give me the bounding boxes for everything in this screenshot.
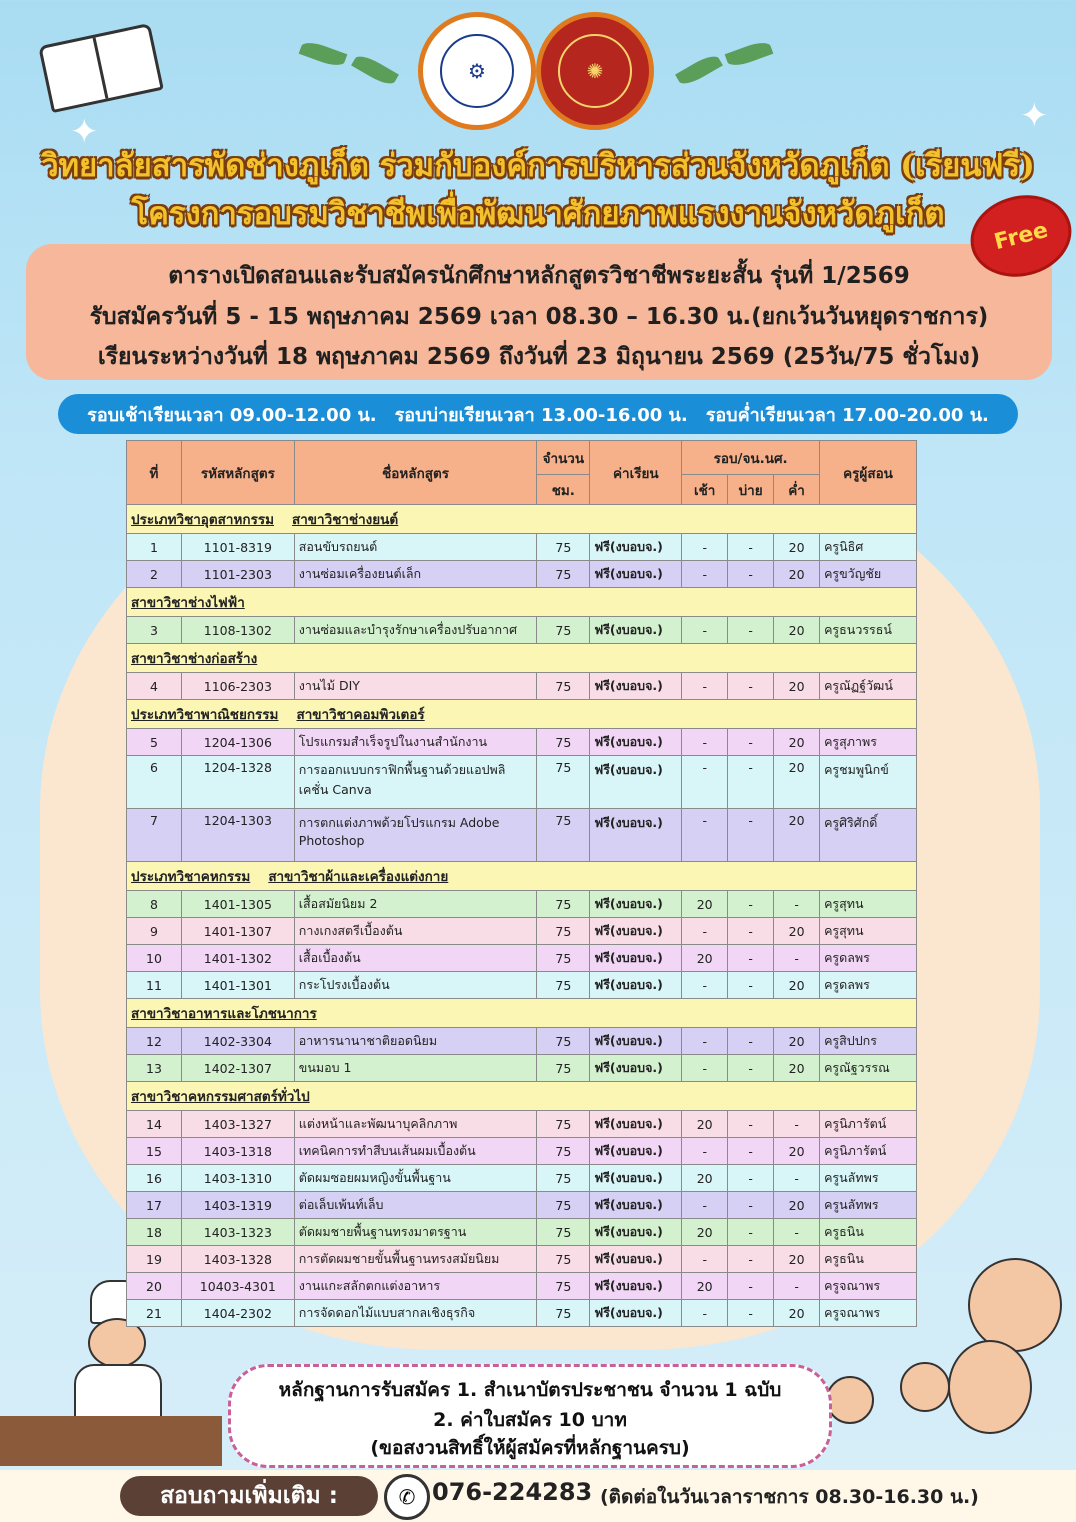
cell-afternoon: - xyxy=(728,534,774,561)
table-row xyxy=(127,1192,917,1219)
table-row xyxy=(127,534,917,561)
cell-fee: ฟรี(งบอบจ.) xyxy=(590,1192,682,1219)
cell-fee: ฟรี(งบอบจ.) xyxy=(590,617,682,644)
cell-name: การจัดดอกไม้แบบสากลเชิงธุรกิจ xyxy=(294,1300,537,1327)
header-teacher: ครูผู้สอน xyxy=(820,441,917,505)
cell-teacher: ครูสิปปกร xyxy=(820,1028,917,1055)
leaf-icon xyxy=(675,52,723,89)
cell-no: 14 xyxy=(127,1111,182,1138)
cell-code: 1108-1302 xyxy=(181,617,294,644)
cell-teacher: ครูนิภารัตน์ xyxy=(820,1111,917,1138)
cell-hours: 75 xyxy=(537,1111,590,1138)
cell-hours: 75 xyxy=(537,534,590,561)
header-morning: เช้า xyxy=(682,475,728,505)
table-row xyxy=(127,891,917,918)
registration-dates: รับสมัครวันที่ 5 - 15 พฤษภาคม 2569 เวลา 08.30 – 16.30 น.(ยกเว้นวันหยุดราชการ) xyxy=(89,304,989,330)
cell-code: 1401-1305 xyxy=(181,891,294,918)
cell-afternoon: - xyxy=(728,1028,774,1055)
cell-fee: ฟรี(งบอบจ.) xyxy=(590,918,682,945)
cell-evening: - xyxy=(774,1111,820,1138)
table-row xyxy=(127,756,917,809)
cell-evening: 20 xyxy=(774,1300,820,1327)
cell-teacher: ครูจณาพร xyxy=(820,1273,917,1300)
cell-fee: ฟรี(งบอบจ.) xyxy=(590,1111,682,1138)
cell-afternoon: - xyxy=(728,972,774,999)
cell-afternoon: - xyxy=(728,1111,774,1138)
cell-morning: 20 xyxy=(682,945,728,972)
cell-code: 1403-1310 xyxy=(181,1165,294,1192)
cell-name: ตัดผมซอยผมหญิงขั้นพื้นฐาน xyxy=(294,1165,537,1192)
cell-no: 10 xyxy=(127,945,182,972)
cell-name: งานแกะสลักตกแต่งอาหาร xyxy=(294,1273,537,1300)
cell-name: งานซ่อมและบำรุงรักษาเครื่องปรับอากาศ xyxy=(294,617,537,644)
cell-code: 1106-2303 xyxy=(181,673,294,700)
section-header xyxy=(127,505,917,534)
requirement-line2: 2. ค่าใบสมัคร 10 บาท xyxy=(433,1409,627,1431)
cell-hours: 75 xyxy=(537,617,590,644)
cell-hours: 75 xyxy=(537,1219,590,1246)
requirement-line1: หลักฐานการรับสมัคร 1. สำเนาบัตรประชาชน จำนวน 1 ฉบับ xyxy=(278,1379,782,1401)
table-row xyxy=(127,918,917,945)
cell-name: แต่งหน้าและพัฒนาบุคลิกภาพ xyxy=(294,1111,537,1138)
cell-name: เทคนิคการทำสีบนเส้นผมเบื้องต้น xyxy=(294,1138,537,1165)
cell-evening: - xyxy=(774,1273,820,1300)
cell-evening: - xyxy=(774,1165,820,1192)
cell-code: 1403-1318 xyxy=(181,1138,294,1165)
cell-fee: ฟรี(งบอบจ.) xyxy=(590,945,682,972)
cell-fee: ฟรี(งบอบจ.) xyxy=(590,891,682,918)
cell-teacher: ครูธนวรรธน์ xyxy=(820,617,917,644)
table-row xyxy=(127,972,917,999)
cell-morning: - xyxy=(682,972,728,999)
cell-evening: 20 xyxy=(774,1246,820,1273)
cell-hours: 75 xyxy=(537,1273,590,1300)
sub-title: โครงการอบรมวิชาชีพเพื่อพัฒนาศักยภาพแรงงานจังหวัดภูเก็ต xyxy=(131,196,945,232)
category-label: ประเภทวิชาพาณิชยกรรม xyxy=(131,707,279,723)
study-dates: เรียนระหว่างวันที่ 18 พฤษภาคม 2569 ถึงวันที่ 23 มิถุนายน 2569 (25วัน/75 ชั่วโมง) xyxy=(97,344,981,370)
branch-label: สาขาวิชาคหกรรมศาสตร์ทั่วไป xyxy=(131,1089,310,1105)
section-header xyxy=(127,588,917,617)
table-row xyxy=(127,1273,917,1300)
kitchen-counter xyxy=(0,1416,222,1466)
cell-evening: 20 xyxy=(774,1192,820,1219)
cell-code: 1403-1319 xyxy=(181,1192,294,1219)
header-afternoon: บ่าย xyxy=(728,475,774,505)
cell-morning: 20 xyxy=(682,891,728,918)
cell-afternoon: - xyxy=(728,1055,774,1082)
cell-teacher: ครูขวัญชัย xyxy=(820,561,917,588)
book-icon xyxy=(38,23,164,113)
cell-no: 1 xyxy=(127,534,182,561)
header-evening: ค่ำ xyxy=(774,475,820,505)
cell-evening: 20 xyxy=(774,972,820,999)
cell-no: 19 xyxy=(127,1246,182,1273)
cell-teacher: ครูธนิน xyxy=(820,1246,917,1273)
table-row xyxy=(127,1219,917,1246)
cell-afternoon: - xyxy=(728,809,774,862)
section-header-cell xyxy=(127,644,917,673)
cell-code: 1403-1328 xyxy=(181,1246,294,1273)
branch-label: สาขาวิชาช่างก่อสร้าง xyxy=(131,651,258,667)
cell-morning: - xyxy=(682,756,728,809)
cell-no: 2 xyxy=(127,561,182,588)
cell-morning: 20 xyxy=(682,1273,728,1300)
cell-hours: 75 xyxy=(537,1028,590,1055)
cell-afternoon: - xyxy=(728,918,774,945)
class-time-bar xyxy=(58,394,1018,434)
cell-hours: 75 xyxy=(537,891,590,918)
cell-teacher: ครูสุภาพร xyxy=(820,729,917,756)
cell-fee: ฟรี(งบอบจ.) xyxy=(590,1246,682,1273)
cell-morning: - xyxy=(682,1138,728,1165)
cell-teacher: ครูดลพร xyxy=(820,972,917,999)
cell-code: 10403-4301 xyxy=(181,1273,294,1300)
cell-name: ขนมอบ 1 xyxy=(294,1055,537,1082)
sparkle-icon: ✦ xyxy=(1020,96,1049,136)
info-box xyxy=(26,244,1052,380)
cell-morning: - xyxy=(682,534,728,561)
cell-afternoon: - xyxy=(728,1165,774,1192)
cell-hours: 75 xyxy=(537,918,590,945)
section-header-cell xyxy=(127,862,917,891)
cell-name: งานไม้ DIY xyxy=(294,673,537,700)
cell-teacher: ครูนลัทพร xyxy=(820,1165,917,1192)
cell-hours: 75 xyxy=(537,1165,590,1192)
cell-teacher: ครูดลพร xyxy=(820,945,917,972)
cell-hours: 75 xyxy=(537,972,590,999)
afternoon-time: รอบบ่ายเรียนเวลา 13.00-16.00 น. xyxy=(394,404,688,426)
cell-no: 11 xyxy=(127,972,182,999)
cell-teacher: ครูธนิน xyxy=(820,1219,917,1246)
cell-morning: - xyxy=(682,673,728,700)
cell-fee: ฟรี(งบอบจ.) xyxy=(590,534,682,561)
section-header-cell xyxy=(127,588,917,617)
cell-morning: - xyxy=(682,1055,728,1082)
branch-label: สาขาวิชาคอมพิวเตอร์ xyxy=(296,707,425,723)
cell-hours: 75 xyxy=(537,729,590,756)
cell-evening: - xyxy=(774,891,820,918)
leaf-icon xyxy=(299,39,348,70)
cell-morning: 20 xyxy=(682,1165,728,1192)
cell-afternoon: - xyxy=(728,756,774,809)
cell-evening: 20 xyxy=(774,756,820,809)
table-row xyxy=(127,561,917,588)
branch-label: สาขาวิชาช่างยนต์ xyxy=(291,512,399,528)
cell-hours: 75 xyxy=(537,1300,590,1327)
evening-time: รอบค่ำเรียนเวลา 17.00-20.00 น. xyxy=(705,404,989,426)
cell-morning: - xyxy=(682,1300,728,1327)
cell-no: 5 xyxy=(127,729,182,756)
table-row xyxy=(127,617,917,644)
section-header xyxy=(127,862,917,891)
table-row xyxy=(127,1138,917,1165)
cell-teacher: ครูนิภารัตน์ xyxy=(820,1138,917,1165)
cell-afternoon: - xyxy=(728,1246,774,1273)
cell-fee: ฟรี(งบอบจ.) xyxy=(590,1028,682,1055)
cell-no: 21 xyxy=(127,1300,182,1327)
header-name: ชื่อหลักสูตร xyxy=(294,441,537,505)
leaf-icon xyxy=(725,39,774,70)
requirements-box xyxy=(228,1364,832,1468)
cell-afternoon: - xyxy=(728,673,774,700)
section-header xyxy=(127,644,917,673)
cell-evening: - xyxy=(774,945,820,972)
section-header-cell xyxy=(127,999,917,1028)
cell-name: โปรแกรมสำเร็จรูปในงานสำนักงาน xyxy=(294,729,537,756)
header-rounds: รอบ/จน.นศ. xyxy=(682,441,820,475)
leaf-icon xyxy=(351,52,399,89)
cell-fee: ฟรี(งบอบจ.) xyxy=(590,1219,682,1246)
branch-label: สาขาวิชาอาหารและโภชนาการ xyxy=(131,1006,317,1022)
cell-code: 1404-2302 xyxy=(181,1300,294,1327)
cell-fee: ฟรี(งบอบจ.) xyxy=(590,1055,682,1082)
cell-fee: ฟรี(งบอบจ.) xyxy=(590,972,682,999)
cell-evening: 20 xyxy=(774,1055,820,1082)
main-title: วิทยาลัยสารพัดช่างภูเก็ต ร่วมกับองค์การบริหารส่วนจังหวัดภูเก็ต (เรียนฟรี) xyxy=(41,148,1035,184)
section-header xyxy=(127,999,917,1028)
cell-code: 1204-1306 xyxy=(181,729,294,756)
cell-teacher: ครูจณาพร xyxy=(820,1300,917,1327)
cell-afternoon: - xyxy=(728,1300,774,1327)
cell-morning: - xyxy=(682,1192,728,1219)
cell-teacher: ครูณัฏฐ์วัฒน์ xyxy=(820,673,917,700)
section-header xyxy=(127,700,917,729)
cell-name: การตกแต่งภาพด้วยโปรแกรม Adobe Photoshop xyxy=(294,809,537,862)
cell-afternoon: - xyxy=(728,1219,774,1246)
table-row xyxy=(127,945,917,972)
cell-name: การตัดผมชายขั้นพื้นฐานทรงสมัยนิยม xyxy=(294,1246,537,1273)
cell-no: 16 xyxy=(127,1165,182,1192)
branch-label: สาขาวิชาผ้าและเครื่องแต่งกาย xyxy=(268,869,449,885)
cell-code: 1101-8319 xyxy=(181,534,294,561)
cell-teacher: ครูสุทน xyxy=(820,918,917,945)
cell-no: 6 xyxy=(127,756,182,809)
office-hours: (ติดต่อในวันเวลาราชการ 08.30-16.30 น.) xyxy=(600,1486,979,1508)
table-row xyxy=(127,1246,917,1273)
cell-afternoon: - xyxy=(728,1138,774,1165)
cell-teacher: ครูศิริศักดิ์ xyxy=(820,809,917,862)
cell-afternoon: - xyxy=(728,729,774,756)
cell-hours: 75 xyxy=(537,1055,590,1082)
cell-teacher: ครูนิธิศ xyxy=(820,534,917,561)
cell-name: งานซ่อมเครื่องยนต์เล็ก xyxy=(294,561,537,588)
cell-hours: 75 xyxy=(537,1246,590,1273)
cell-code: 1401-1302 xyxy=(181,945,294,972)
cell-afternoon: - xyxy=(728,1273,774,1300)
cell-teacher: ครูสุทน xyxy=(820,891,917,918)
cell-evening: 20 xyxy=(774,918,820,945)
cell-name: อาหารนานาชาติยอดนิยม xyxy=(294,1028,537,1055)
cell-evening: - xyxy=(774,1219,820,1246)
table-row xyxy=(127,729,917,756)
free-badge: Free xyxy=(962,185,1076,287)
cell-no: 12 xyxy=(127,1028,182,1055)
table-row xyxy=(127,1055,917,1082)
table-row xyxy=(127,1165,917,1192)
cell-morning: - xyxy=(682,1028,728,1055)
cell-name: สอนขับรถยนต์ xyxy=(294,534,537,561)
cell-evening: 20 xyxy=(774,617,820,644)
cell-code: 1101-2303 xyxy=(181,561,294,588)
vec-logo: ✺ xyxy=(536,12,654,130)
cell-hours: 75 xyxy=(537,809,590,862)
section-header-cell xyxy=(127,700,917,729)
cell-hours: 75 xyxy=(537,945,590,972)
cell-teacher: ครูณัฐวรรณ xyxy=(820,1055,917,1082)
cell-afternoon: - xyxy=(728,891,774,918)
contact-label: สอบถามเพิ่มเติม : xyxy=(120,1476,378,1516)
table-row xyxy=(127,1300,917,1327)
header-fee: ค่าเรียน xyxy=(590,441,682,505)
cell-evening: 20 xyxy=(774,729,820,756)
cell-morning: - xyxy=(682,809,728,862)
cell-fee: ฟรี(งบอบจ.) xyxy=(590,756,682,809)
course-table xyxy=(126,440,917,1327)
college-logo: ⚙ xyxy=(418,12,536,130)
cell-name: ต่อเล็บเพ้นท์เล็บ xyxy=(294,1192,537,1219)
cell-teacher: ครูชมพูนิกข์ xyxy=(820,756,917,809)
cell-no: 3 xyxy=(127,617,182,644)
cell-fee: ฟรี(งบอบจ.) xyxy=(590,673,682,700)
cell-evening: 20 xyxy=(774,1138,820,1165)
cell-name: การออกแบบกราฟิกพื้นฐานด้วยแอปพลิเคชั่น Canva xyxy=(294,756,537,809)
cell-name: เสื้อเบื้องต้น xyxy=(294,945,537,972)
cell-evening: 20 xyxy=(774,561,820,588)
cell-hours: 75 xyxy=(537,673,590,700)
cell-evening: 20 xyxy=(774,1028,820,1055)
cell-fee: ฟรี(งบอบจ.) xyxy=(590,809,682,862)
cell-fee: ฟรี(งบอบจ.) xyxy=(590,1138,682,1165)
cell-afternoon: - xyxy=(728,945,774,972)
cell-no: 13 xyxy=(127,1055,182,1082)
cell-afternoon: - xyxy=(728,1192,774,1219)
cell-morning: - xyxy=(682,729,728,756)
cell-code: 1401-1307 xyxy=(181,918,294,945)
cell-evening: 20 xyxy=(774,809,820,862)
cell-no: 4 xyxy=(127,673,182,700)
cell-code: 1204-1303 xyxy=(181,809,294,862)
phone-number[interactable]: 076-224283 xyxy=(432,1478,593,1506)
table-row xyxy=(127,809,917,862)
branch-label: สาขาวิชาช่างไฟฟ้า xyxy=(131,595,245,611)
cell-afternoon: - xyxy=(728,617,774,644)
cell-fee: ฟรี(งบอบจ.) xyxy=(590,1300,682,1327)
morning-time: รอบเช้าเรียนเวลา 09.00-12.00 น. xyxy=(87,404,377,426)
cell-code: 1403-1327 xyxy=(181,1111,294,1138)
cell-morning: - xyxy=(682,918,728,945)
cell-hours: 75 xyxy=(537,756,590,809)
nail-artist-illustration xyxy=(900,1362,950,1412)
cell-no: 18 xyxy=(127,1219,182,1246)
section-header xyxy=(127,1082,917,1111)
cell-fee: ฟรี(งบอบจ.) xyxy=(590,561,682,588)
cell-no: 9 xyxy=(127,918,182,945)
header-hours-unit: ชม. xyxy=(537,475,590,505)
table-row xyxy=(127,1028,917,1055)
cell-code: 1401-1301 xyxy=(181,972,294,999)
cell-no: 17 xyxy=(127,1192,182,1219)
cell-morning: - xyxy=(682,617,728,644)
cell-evening: 20 xyxy=(774,534,820,561)
cell-no: 15 xyxy=(127,1138,182,1165)
cell-code: 1402-3304 xyxy=(181,1028,294,1055)
cell-hours: 75 xyxy=(537,1138,590,1165)
cell-name: เสื้อสมัยนิยม 2 xyxy=(294,891,537,918)
requirement-line3: (ขอสงวนสิทธิ์ให้ผู้สมัครที่หลักฐานครบ) xyxy=(370,1437,690,1459)
cell-hours: 75 xyxy=(537,561,590,588)
header-no: ที่ xyxy=(127,441,182,505)
cell-code: 1204-1328 xyxy=(181,756,294,809)
header-code: รหัสหลักสูตร xyxy=(181,441,294,505)
cell-morning: - xyxy=(682,1246,728,1273)
customer-illustration xyxy=(948,1340,1032,1434)
cell-name: กระโปรงเบื้องต้น xyxy=(294,972,537,999)
section-header-cell xyxy=(127,1082,917,1111)
cell-evening: 20 xyxy=(774,673,820,700)
cell-no: 20 xyxy=(127,1273,182,1300)
table-row xyxy=(127,673,917,700)
cell-teacher: ครูนลัทพร xyxy=(820,1192,917,1219)
cell-no: 8 xyxy=(127,891,182,918)
cell-no: 7 xyxy=(127,809,182,862)
sparkle-icon: ✦ xyxy=(70,112,99,152)
cell-morning: 20 xyxy=(682,1111,728,1138)
phone-icon: ✆ xyxy=(384,1474,430,1520)
cell-morning: 20 xyxy=(682,1219,728,1246)
cell-fee: ฟรี(งบอบจ.) xyxy=(590,1273,682,1300)
cell-afternoon: - xyxy=(728,561,774,588)
cell-name: ตัดผมชายพื้นฐานทรงมาตรฐาน xyxy=(294,1219,537,1246)
category-label: ประเภทวิชาอุตสาหกรรม xyxy=(131,512,274,528)
cell-fee: ฟรี(งบอบจ.) xyxy=(590,729,682,756)
section-header-cell xyxy=(127,505,917,534)
barber-illustration xyxy=(968,1258,1062,1352)
schedule-heading: ตารางเปิดสอนและรับสมัครนักศึกษาหลักสูตรวิชาชีพระยะสั้น รุ่นที่ 1/2569 xyxy=(168,263,910,289)
category-label: ประเภทวิชาคหกรรม xyxy=(131,869,251,885)
cell-morning: - xyxy=(682,561,728,588)
cell-code: 1403-1323 xyxy=(181,1219,294,1246)
cell-hours: 75 xyxy=(537,1192,590,1219)
nail-customer-illustration xyxy=(826,1376,874,1424)
cell-name: กางเกงสตรีเบื้องต้น xyxy=(294,918,537,945)
cell-code: 1402-1307 xyxy=(181,1055,294,1082)
header-hours: จำนวน xyxy=(537,441,590,475)
cell-fee: ฟรี(งบอบจ.) xyxy=(590,1165,682,1192)
table-row xyxy=(127,1111,917,1138)
